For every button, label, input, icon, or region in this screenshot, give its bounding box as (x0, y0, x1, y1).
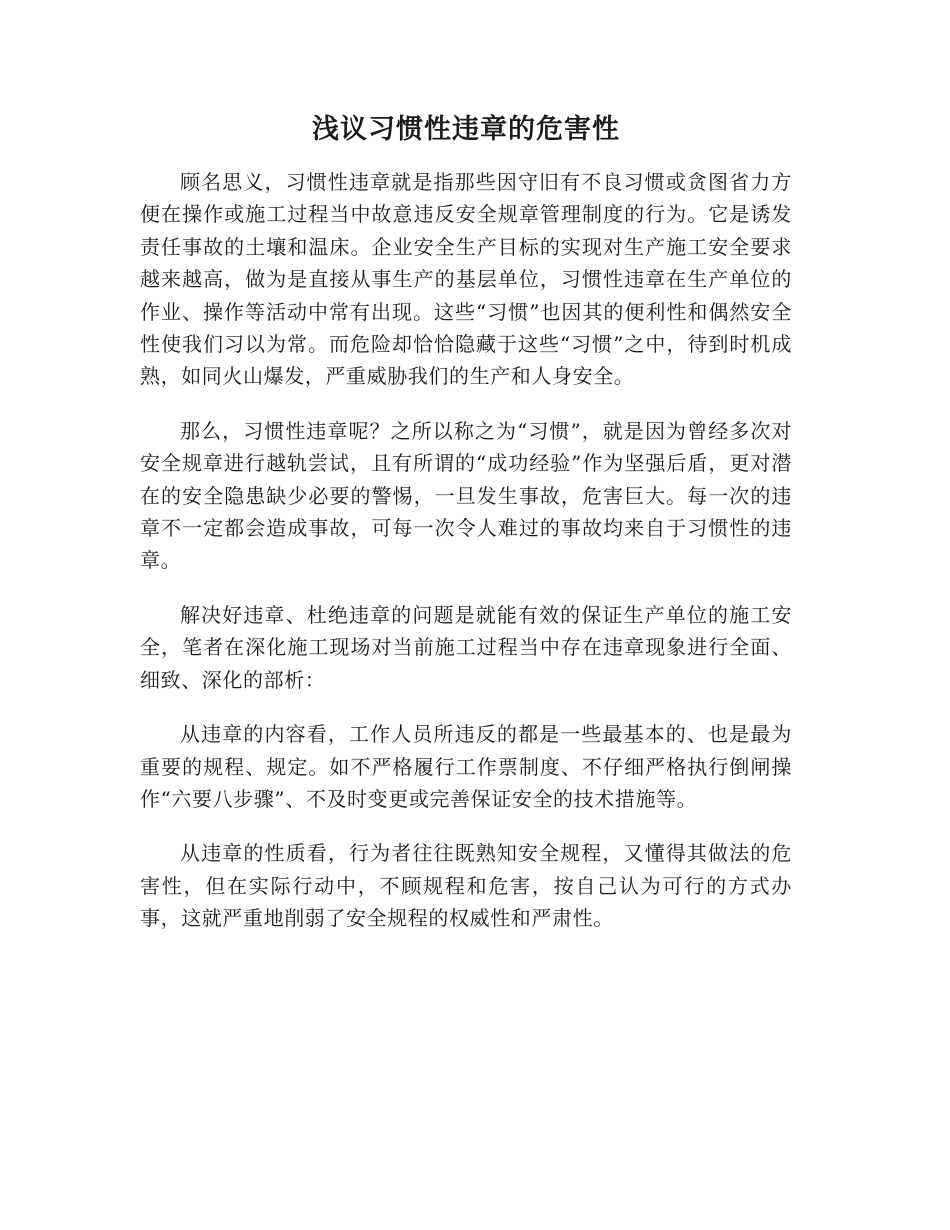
paragraph-4: 从违章的内容看，工作人员所违反的都是一些最基本的、也是最为重要的规程、规定。如不严格履行工作票制度、不仔细严格执行倒闸操作“六要八步骤”、不及时变更或完善保证安全的技术措施等。 (140, 722, 792, 811)
document-title: 浅议习惯性违章的危害性 (312, 114, 620, 145)
paragraph-3: 解决好违章、杜绝违章的问题是就能有效的保证生产单位的施工安全，笔者在深化施工现场对当前施工过程当中存在违章现象进行全面、细致、深化的部析： (140, 602, 792, 692)
paragraph-1: 顾名思义，习惯性违章就是指那些因守旧有不良习惯或贪图省力方便在操作或施工过程当中故意违反安全规章管理制度的行为。它是诱发责任事故的土壤和温床。企业安全生产目标的实现对生产施工安全要求越来越高，做为是直接从事生产的基层单位，习惯性违章在生产单位的作业、操作等活动中常有出现。这些“习惯”也因其的便利性和偶然安全性使我们习以为常。而危险却恰恰隐藏于这些“习惯”之中，待到时机成熟，如同火山爆发，严重威胁我们的生产和人身安全。 (140, 170, 792, 389)
paragraph-2: 那么，习惯性违章呢？之所以称之为“习惯”，就是因为曾经多次对安全规章进行越轨尝试，且有所谓的“成功经验”作为坚强后盾，更对潜在的安全隐患缺少必要的警惕，一旦发生事故，危害巨大。每一次的违章不一定都会造成事故，可每一次令人难过的事故均来自于习惯性的违章。 (140, 418, 792, 573)
paragraph-5: 从违章的性质看，行为者往往既熟知安全规程，又懂得其做法的危害性，但在实际行动中，不顾规程和危害，按自己认为可行的方式办事，这就严重地削弱了安全规程的权威性和严肃性。 (140, 841, 792, 931)
document-page (140, 108, 792, 957)
